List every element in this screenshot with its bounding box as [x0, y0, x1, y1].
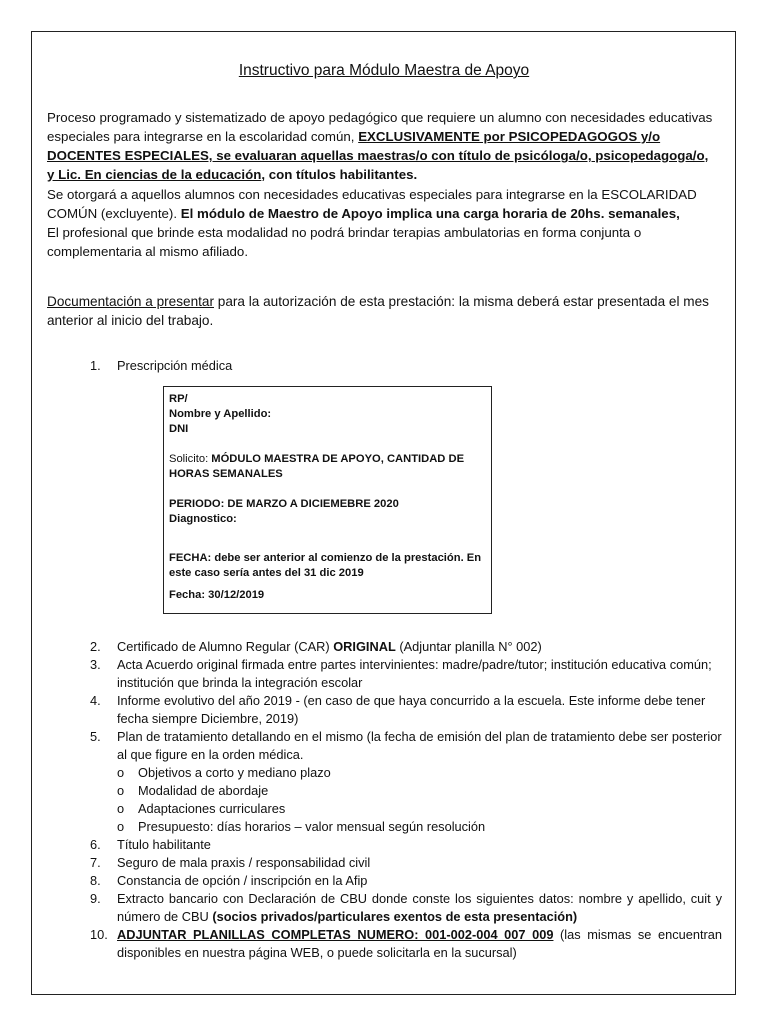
- item-2: [90, 638, 722, 656]
- item-bold: ADJUNTAR PLANILLAS COMPLETAS NUMERO: 001-002-004 007 009: [117, 927, 554, 942]
- bullet: o: [117, 801, 125, 816]
- documentation-heading: Documentación a presentar: [47, 294, 214, 309]
- item-text: (Adjuntar planilla N° 002): [395, 639, 542, 654]
- item-7: [90, 854, 722, 872]
- item-number: 6.: [90, 837, 101, 852]
- prescription-box: [163, 386, 492, 614]
- rx-diagnostico: Diagnostico:: [169, 513, 237, 525]
- intro-text: Proceso programado y sistematizado de apoyo pedagógico que requiere un alumno con necesidades educativas especiales para integrarse en la escolaridad común,: [47, 110, 713, 144]
- item-text: (las mismas se encuentran disponibles en nuestra página WEB, o puede solicitarla en la sucursal): [117, 927, 722, 960]
- rx-dni-field: DNI: [169, 423, 189, 435]
- item-number: 9.: [90, 891, 101, 906]
- item-number: 3.: [90, 657, 101, 672]
- item-text: Extracto bancario con Declaración de CBU donde conste los siguientes datos: nombre y apellido, cuit y número de CBU: [117, 891, 722, 924]
- sub-item: [90, 800, 722, 818]
- item-bold: ORIGINAL: [333, 639, 396, 654]
- bullet: o: [117, 765, 125, 780]
- item-3: [90, 656, 722, 692]
- rx-fecha: Fecha: 30/12/2019: [169, 589, 265, 601]
- sub-item: [90, 818, 722, 836]
- item-number: 2.: [90, 639, 101, 654]
- item-9: [90, 890, 722, 926]
- intro-students-text: Se otorgará a aquellos alumnos con necesidades educativas especiales para integrarse en la ESCOLARIDAD COMÚN (excluyente).: [47, 187, 697, 221]
- item-number: 1.: [90, 358, 101, 373]
- item-bold: (socios privados/particulares exentos de esta presentación): [212, 909, 578, 924]
- intro-paragraph-1: [47, 108, 717, 184]
- item-5: [90, 728, 722, 764]
- intro-paragraph-2: [47, 185, 717, 261]
- item-text: Seguro de mala praxis / responsabilidad civil: [117, 855, 371, 870]
- sub-item: [90, 782, 722, 800]
- item-8: [90, 872, 722, 890]
- rx-solicito-label: Solicito:: [169, 453, 212, 465]
- item-number: 5.: [90, 729, 101, 744]
- rx-solicito: [169, 452, 483, 482]
- documentation-text: para la autorización de esta prestación:: [214, 294, 459, 309]
- sub-item-text: Presupuesto: días horarios – valor mensual según resolución: [138, 819, 486, 834]
- intro-restriction-text: El profesional que brinde esta modalidad no podrá brindar terapias ambulatorias en forma conjunta o complementaria al mismo afiliado.: [47, 225, 642, 259]
- sub-item-text: Objetivos a corto y mediano plazo: [138, 765, 331, 780]
- sub-item-text: Modalidad de abordaje: [138, 783, 269, 798]
- item-10: [90, 926, 722, 962]
- intro-titles-note: , con títulos habilitantes.: [261, 167, 418, 182]
- item-text: Título habilitante: [117, 837, 211, 852]
- item-text: Prescripción médica: [117, 358, 233, 373]
- rx-line: RP/: [169, 393, 188, 405]
- item-4: [90, 692, 722, 728]
- item-text: Constancia de opción / inscripción en la Afip: [117, 873, 368, 888]
- rx-fecha-note: FECHA: debe ser anterior al comienzo de la prestación. En este caso sería antes del 31 dic 2019: [169, 552, 482, 579]
- sub-item: [90, 764, 722, 782]
- documentation-emphasis: la misma deberá estar presentada el mes anterior al inicio del trabajo.: [47, 294, 709, 328]
- item-6: [90, 836, 722, 854]
- document-title: Instructivo para Módulo Maestra de Apoyo: [238, 62, 530, 79]
- bullet: o: [117, 819, 125, 834]
- item-text: Plan de tratamiento detallando en el mismo (la fecha de emisión del plan de tratamiento debe ser posterior al que figure en la orden médica.: [117, 729, 722, 762]
- item-text: Informe evolutivo del año 2019 - (en caso de que haya concurrido a la escuela. Este informe debe tener fecha siempre Diciembre, 2019): [117, 693, 706, 726]
- item-number: 10.: [90, 927, 108, 942]
- item-number: 8.: [90, 873, 101, 888]
- sub-item-text: Adaptaciones curriculares: [138, 801, 286, 816]
- item-text: Certificado de Alumno Regular (CAR): [117, 639, 334, 654]
- bullet: o: [117, 783, 125, 798]
- rx-name-field: Nombre y Apellido:: [169, 408, 272, 420]
- intro-exclusive-requirement: EXCLUSIVAMENTE por PSICOPEDAGOGOS y/o DOCENTES ESPECIALES, se evaluaran aquellas maestras/o con título de psicóloga/o, psicopedagoga/o, y Lic. En ciencias de la educación: [47, 129, 709, 182]
- rx-solicito-value: MÓDULO MAESTRA DE APOYO, CANTIDAD DE HORAS SEMANALES: [169, 453, 465, 480]
- item-number: 4.: [90, 693, 101, 708]
- documentation-section: [47, 292, 717, 330]
- item-number: 7.: [90, 855, 101, 870]
- item-text: Acta Acuerdo original firmada entre partes intervinientes: madre/padre/tutor; institución educativa común; institución que brinda la integración escolar: [117, 657, 712, 690]
- item-1: [90, 357, 722, 375]
- intro-workload-text: El módulo de Maestro de Apoyo implica una carga horaria de 20hs. semanales,: [180, 206, 680, 221]
- requirements-list: [90, 638, 722, 962]
- rx-periodo: PERIODO: DE MARZO A DICIEMEBRE 2020: [169, 498, 399, 510]
